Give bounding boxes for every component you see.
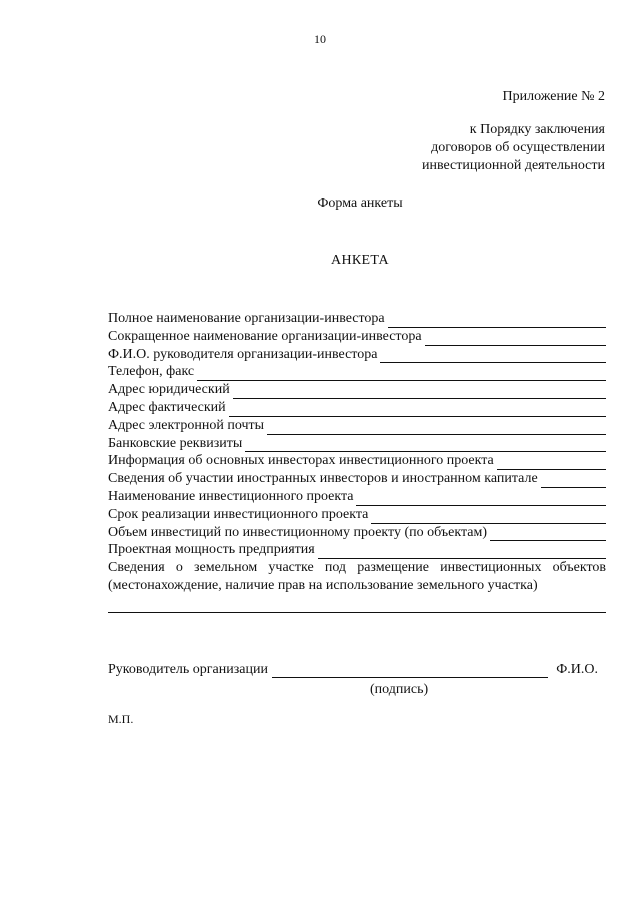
field-label: Банковские реквизиты — [108, 435, 243, 451]
field-label: Ф.И.О. руководителя организации-инвестора — [108, 346, 378, 362]
field-blank-line[interactable] — [229, 403, 606, 417]
field-land-plot — [108, 559, 606, 613]
field-label: Информация об основных инвесторах инвестиционного проекта — [108, 453, 494, 469]
signature-line[interactable] — [272, 665, 548, 678]
field-label: Полное наименование организации-инвестора — [108, 311, 385, 326]
field-blank-line[interactable] — [497, 456, 606, 470]
field-label: Телефон, факс — [108, 364, 195, 380]
appendix-line: инвестиционной деятельности — [421, 158, 605, 173]
field-project-name[interactable] — [108, 488, 606, 506]
signature-row — [108, 662, 598, 678]
field-bank-details[interactable] — [108, 435, 606, 453]
field-blank-line[interactable] — [233, 385, 606, 399]
field-blank-line[interactable] — [371, 510, 606, 524]
page-number: 10 — [314, 32, 326, 46]
field-blank-line[interactable] — [356, 492, 606, 506]
field-investment-volume[interactable] — [108, 524, 606, 542]
field-email[interactable] — [108, 417, 606, 435]
field-label: Наименование инвестиционного проекта — [108, 488, 354, 504]
field-blank-line[interactable] — [245, 438, 606, 452]
field-blank-line[interactable] — [541, 474, 606, 488]
field-main-investors[interactable] — [108, 452, 606, 470]
field-foreign-investors[interactable] — [108, 470, 606, 488]
field-phone-fax[interactable] — [108, 363, 606, 381]
field-blank-line[interactable] — [388, 314, 606, 328]
field-project-term[interactable] — [108, 506, 606, 524]
field-director-name[interactable] — [108, 346, 606, 364]
field-blank-line[interactable] — [197, 367, 606, 381]
appendix-line: к Порядку заключения — [469, 122, 605, 137]
field-label: Проектная мощность предприятия — [108, 542, 315, 558]
field-design-capacity[interactable] — [108, 541, 606, 559]
field-blank-line[interactable] — [318, 545, 606, 559]
document-title: АНКЕТА — [331, 253, 389, 268]
signature-name-label: Ф.И.О. — [556, 662, 598, 677]
appendix-header — [422, 88, 605, 175]
field-label: Срок реализации инвестиционного проекта — [108, 506, 369, 522]
field-actual-address[interactable] — [108, 399, 606, 417]
field-label: Адрес фактический — [108, 399, 226, 415]
field-label: Сведения об участии иностранных инвесторов и иностранном капитале — [108, 471, 538, 487]
field-blank-line[interactable] — [108, 595, 606, 613]
field-blank-line[interactable] — [425, 332, 606, 346]
field-blank-line[interactable] — [267, 421, 606, 435]
signature-caption: (подпись) — [370, 682, 429, 697]
appendix-line: договоров об осуществлении — [431, 140, 605, 155]
field-label: Объем инвестиций по инвестиционному проекту (по объектам) — [108, 524, 487, 540]
field-full-name[interactable] — [108, 310, 606, 328]
questionnaire-fields — [108, 310, 606, 613]
field-label: Адрес электронной почты — [108, 417, 265, 433]
field-short-name[interactable] — [108, 328, 606, 346]
field-legal-address[interactable] — [108, 381, 606, 399]
field-label: Сведения о земельном участке под размещение инвестиционных объектов (местонахождение, наличие прав на использование земельного участка) — [108, 560, 606, 593]
field-blank-line[interactable] — [380, 349, 606, 363]
field-label: Адрес юридический — [108, 382, 230, 398]
form-name: Форма анкеты — [317, 196, 403, 211]
field-label: Сокращенное наименование организации-инвестора — [108, 328, 422, 344]
stamp-label: М.П. — [108, 712, 134, 726]
appendix-title: Приложение № 2 — [502, 89, 605, 104]
field-blank-line[interactable] — [490, 527, 606, 541]
signature-label: Руководитель организации — [108, 662, 268, 677]
